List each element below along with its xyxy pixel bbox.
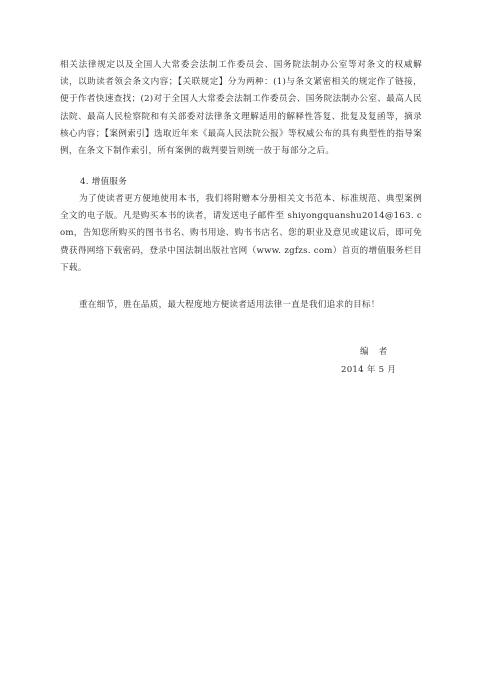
intro-paragraph: 相关法律规定以及全国人大常委会法制工作委员会、国务院法制办公室等对条文的权威解读，以助读者领会条文内容；【关联规定】分为两种：(1)与条文紧密相关的规定作了链接，便于作者快速查找；(2)对于全国人大常委会法制工作委员会、国务院法制办公室、最高人民法院、最高人民检察院和有关部委对法律条文理解适用的解释性答复、批复及复函等，摘录核心内容；【案例索引】选取近年来《最高人民法院公报》等权威公布的具有典型性的指导案例，在条文下制作索引，所有案例的裁判要旨则统一放于每部分之后。: [60, 60, 422, 157]
signature-date: 2014 年 5 月: [340, 365, 397, 375]
service-paragraph: 为了使读者更方便地使用本书，我们将附赠本分册相关文书范本、标准规范、典型案例全文的电子版。凡是购买本书的读者，请发送电子邮件至 shiyongquanshu2014@163. com，告知您所购买的图书书名、购书用途、购书书店名、您的职业及意见或建议后，即可免费获得网络下载密码，登录中国法制出版社官网（www. zgfzs. com）首页的增值服务栏目下载。: [60, 194, 422, 273]
signature-block: [340, 344, 398, 378]
signature-editor: 编者: [360, 347, 398, 357]
section-heading: 4. 增值服务: [80, 177, 128, 187]
closing-paragraph: 重在细节，胜在品质，最大程度地方便读者适用法律一直是我们追求的目标！: [79, 300, 380, 310]
